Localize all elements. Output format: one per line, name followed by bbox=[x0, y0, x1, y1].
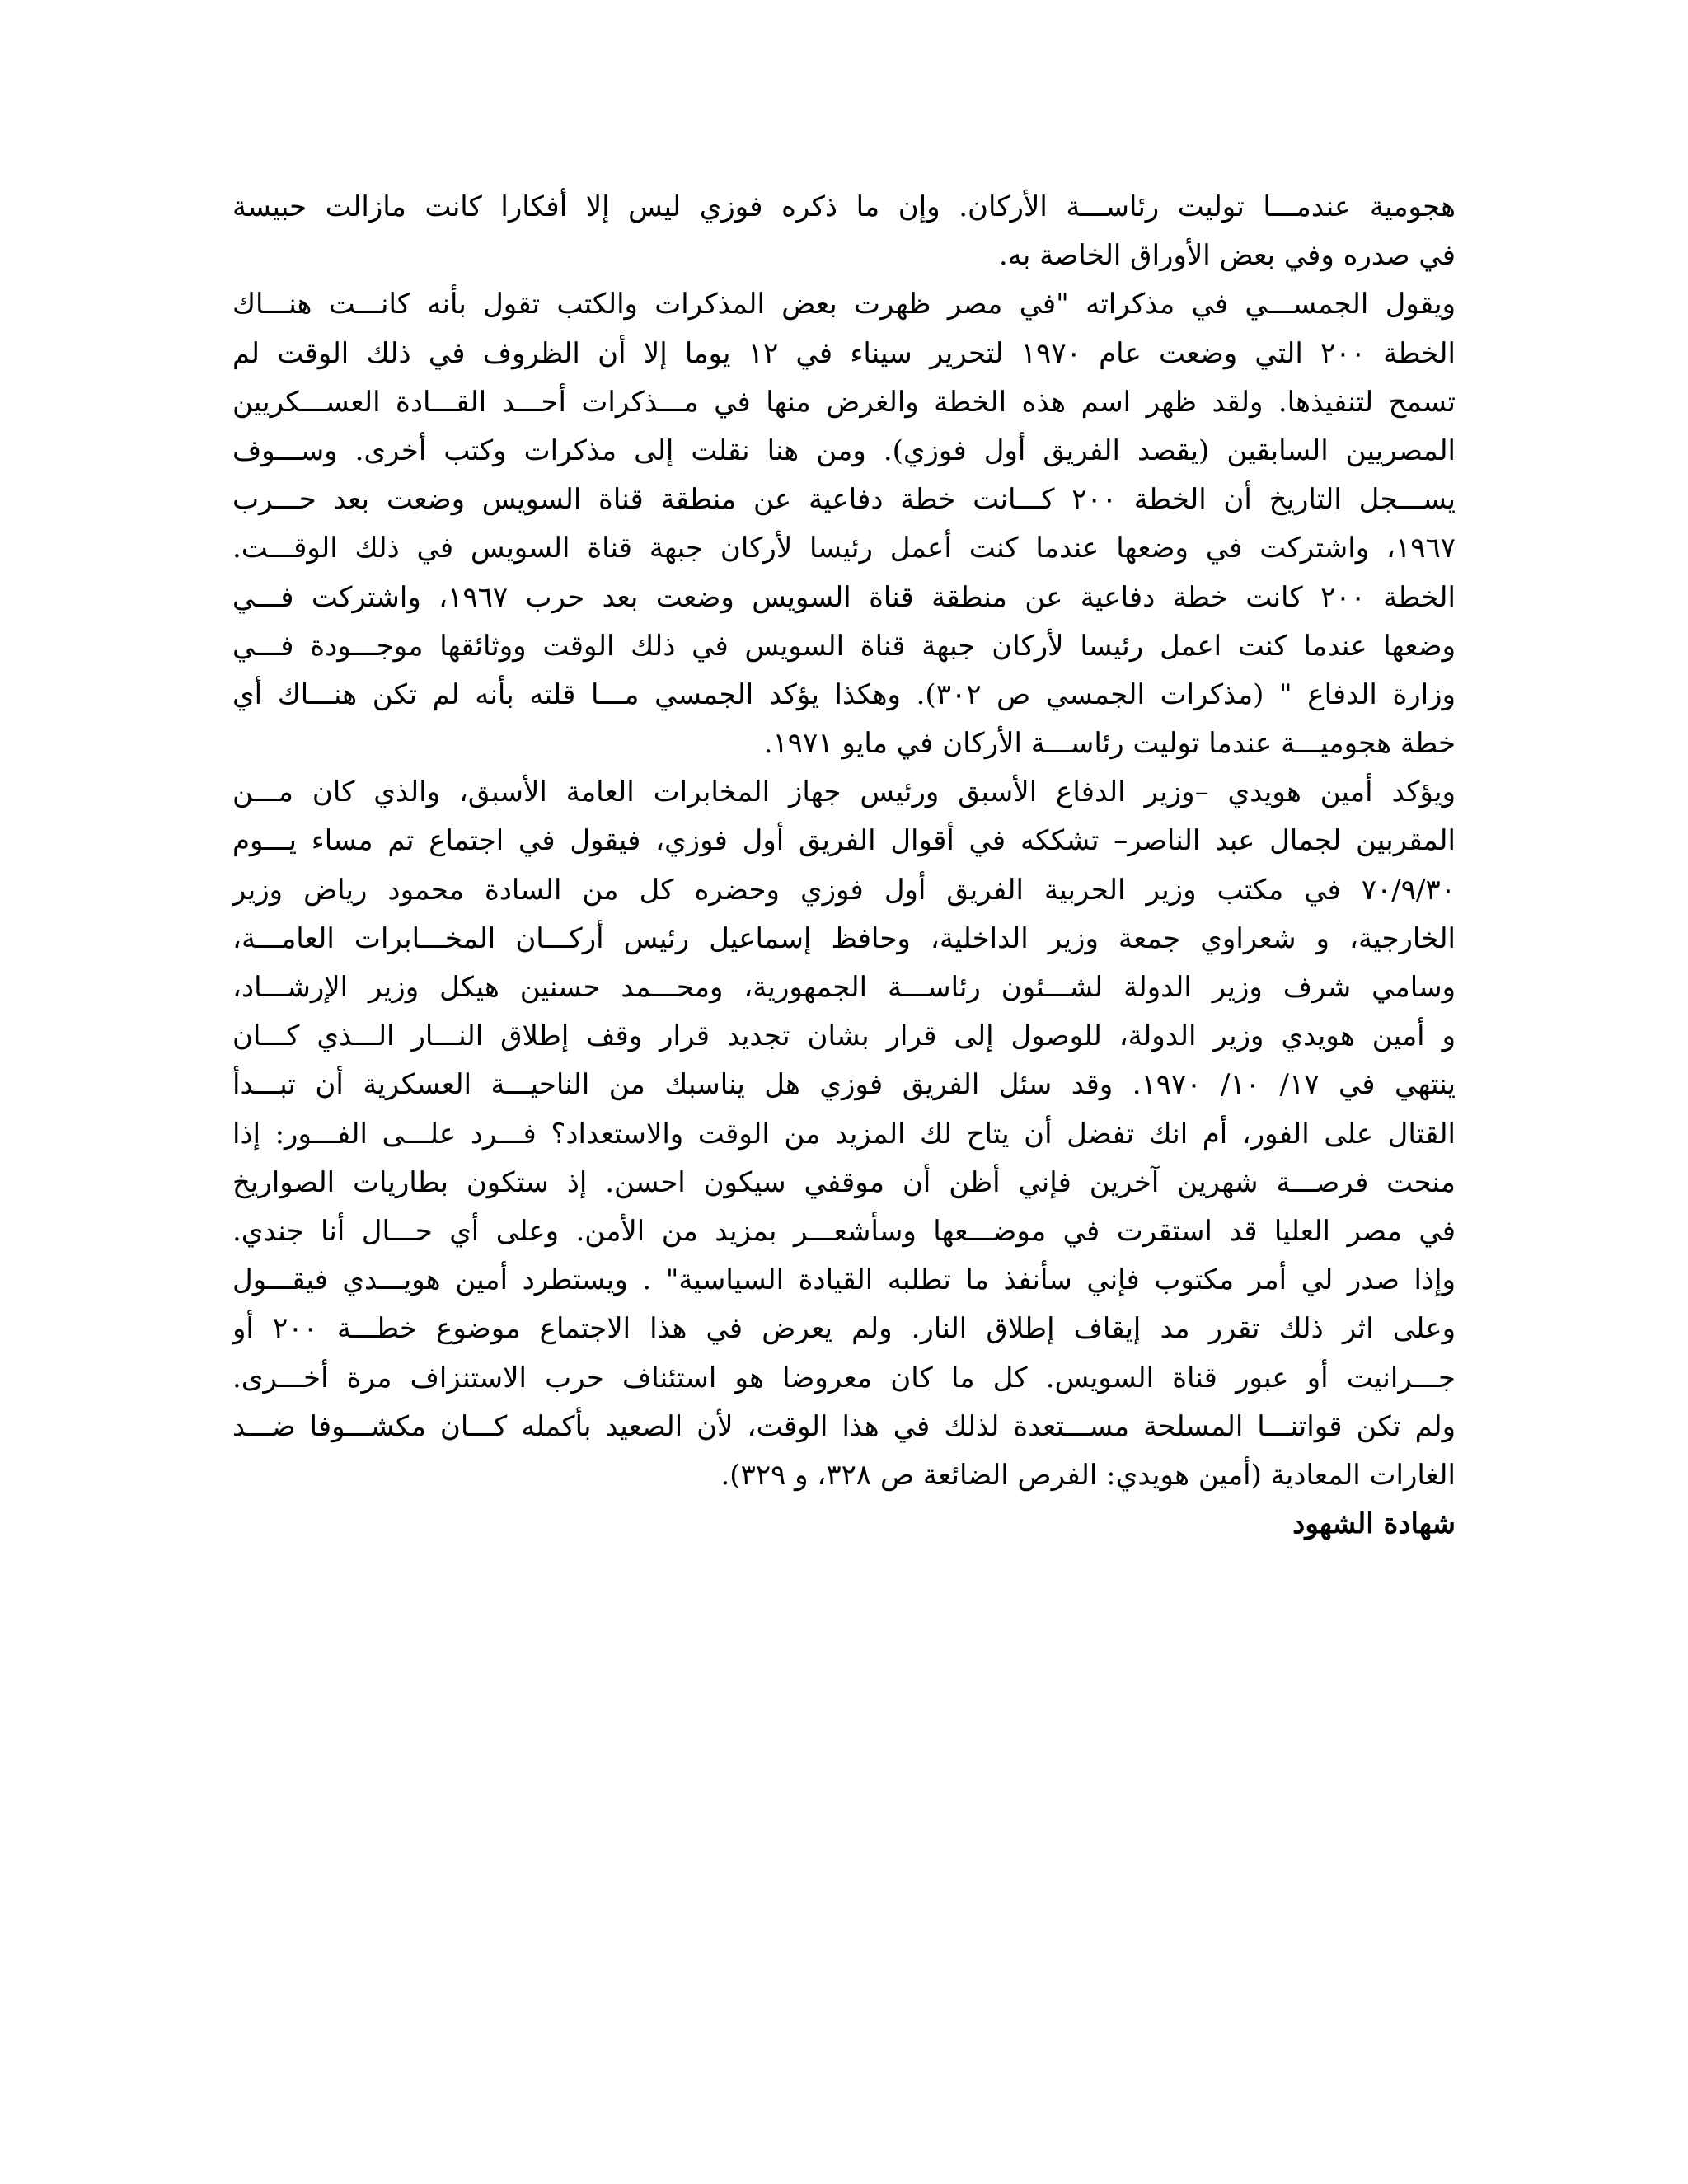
text-line: المقربين لجمال عبد الناصر– تشككه في أقوال الفريق أول فوزي، فيقول في اجتماع تم مساء يـــوم bbox=[232, 824, 1456, 858]
text-line: الخارجية، و شعراوي جمعة وزير الداخلية، وحافظ إسماعيل رئيس أركـــان المخـــابرات العامـــة، bbox=[232, 921, 1456, 955]
text-line: ويقول الجمســـي في مذكراته "في مصر ظهرت بعض المذكرات والكتب تقول بأنه كانـــت هنـــاك bbox=[232, 288, 1456, 321]
text-line: ينتهي في ١٧/ ١٠/ ١٩٧٠. وقد سئل الفريق فوزي هل يناسبك من الناحيـــة العسكرية أن تبـــدأ bbox=[232, 1068, 1456, 1102]
text-line: يســـجل التاريخ أن الخطة ٢٠٠ كـــانت خطة دفاعية عن منطقة قناة السويس وضعت بعد حـــرب bbox=[232, 483, 1456, 517]
text-line: و أمين هويدي وزير الدولة، للوصول إلى قرار بشان تجديد قرار وقف إطلاق النـــار الـــذي كـــان bbox=[232, 1019, 1456, 1053]
text-line: وعلى اثر ذلك تقرر مد إيقاف إطلاق النار. ولم يعرض في هذا الاجتماع موضوع خطـــة ٢٠٠ أو bbox=[232, 1312, 1456, 1346]
text-line: الخطة ٢٠٠ التي وضعت عام ١٩٧٠ لتحرير سيناء في ١٢ يوما إلا أن الظروف في ذلك الوقت لم bbox=[232, 336, 1456, 370]
section-heading: شهادة الشهود bbox=[1292, 1507, 1456, 1541]
text-line: منحت فرصـــة شهرين آخرين فإني أظن أن موقفي سيكون احسن. إذ ستكون بطاريات الصواريخ bbox=[232, 1165, 1456, 1199]
text-line: الخطة ٢٠٠ كانت خطة دفاعية عن منطقة قناة السويس وضعت بعد حرب ١٩٦٧، واشتركت فـــي bbox=[232, 580, 1456, 614]
text-line: وضعها عندما كنت اعمل رئيسا لأركان جبهة قناة السويس في ذلك الوقت ووثائقها موجـــودة فـــي bbox=[232, 629, 1456, 663]
text-line: الغارات المعادية (أمين هويدي: الفرص الضائعة ص ٣٢٨، و ٣٢٩). bbox=[720, 1458, 1456, 1492]
text-line: وزارة الدفاع " (مذكرات الجمسي ص ٣٠٢). وهكذا يؤكد الجمسي مـــا قلته بأنه لم تكن هنـــاك أي bbox=[232, 677, 1456, 711]
text-line: تسمح لتنفيذها. ولقد ظهر اسم هذه الخطة والغرض منها في مـــذكرات أحـــد القـــادة العســـكريين bbox=[232, 385, 1456, 419]
text-line: وإذا صدر لي أمر مكتوب فإني سأنفذ ما تطلبه القيادة السياسية" . ويستطرد أمين هويـــدي فيقـــول bbox=[232, 1263, 1456, 1297]
text-line: خطة هجوميـــة عندما توليت رئاســـة الأركان في مايو ١٩٧١. bbox=[763, 727, 1456, 761]
text-line: ولم تكن قواتنـــا المسلحة مســـتعدة لذلك في هذا الوقت، لأن الصعيد بأكمله كـــان مكشـــوفا ضـــد bbox=[232, 1409, 1456, 1443]
body-text bbox=[232, 183, 1456, 1549]
text-line: هجومية عندمـــا توليت رئاســـة الأركان. وإن ما ذكره فوزي ليس إلا أفكارا كانت مازالت حبيسة bbox=[232, 190, 1456, 223]
text-line: في صدره وفي بعض الأوراق الخاصة به. bbox=[998, 239, 1456, 273]
text-line: القتال على الفور، أم انك تفضل أن يتاح لك المزيد من الوقت والاستعداد؟ فـــرد علـــى الفـــور: إذا bbox=[232, 1117, 1456, 1151]
text-line: ويؤكد أمين هويدي –وزير الدفاع الأسبق ورئيس جهاز المخابرات العامة الأسبق، والذي كان مـــن bbox=[232, 776, 1456, 809]
text-line: وسامي شرف وزير الدولة لشـــئون رئاســـة الجمهورية، ومحـــمد حسنين هيكل وزير الإرشـــاد، bbox=[232, 971, 1456, 1004]
text-line: ١٩٦٧، واشتركت في وضعها عندما كنت أعمل رئيسا لأركان جبهة قناة السويس في ذلك الوقـــت. bbox=[232, 532, 1456, 565]
text-line: جـــرانيت أو عبور قناة السويس. كل ما كان معروضا هو استئناف حرب الاستنزاف مرة أخـــرى. bbox=[232, 1361, 1456, 1394]
text-line: المصريين السابقين (يقصد الفريق أول فوزي). ومن هنا نقلت إلى مذكرات وكتب أخرى. وســـوف bbox=[232, 434, 1456, 467]
text-line: ٧٠/٩/٣٠ في مكتب وزير الحربية الفريق أول فوزي وحضره كل من السادة محمود رياض وزير bbox=[232, 873, 1456, 907]
text-line: في مصر العليا قد استقرت في موضـــعها وسأشعـــر بمزيد من الأمن. وعلى أي حـــال أنا جندي. bbox=[232, 1214, 1456, 1248]
